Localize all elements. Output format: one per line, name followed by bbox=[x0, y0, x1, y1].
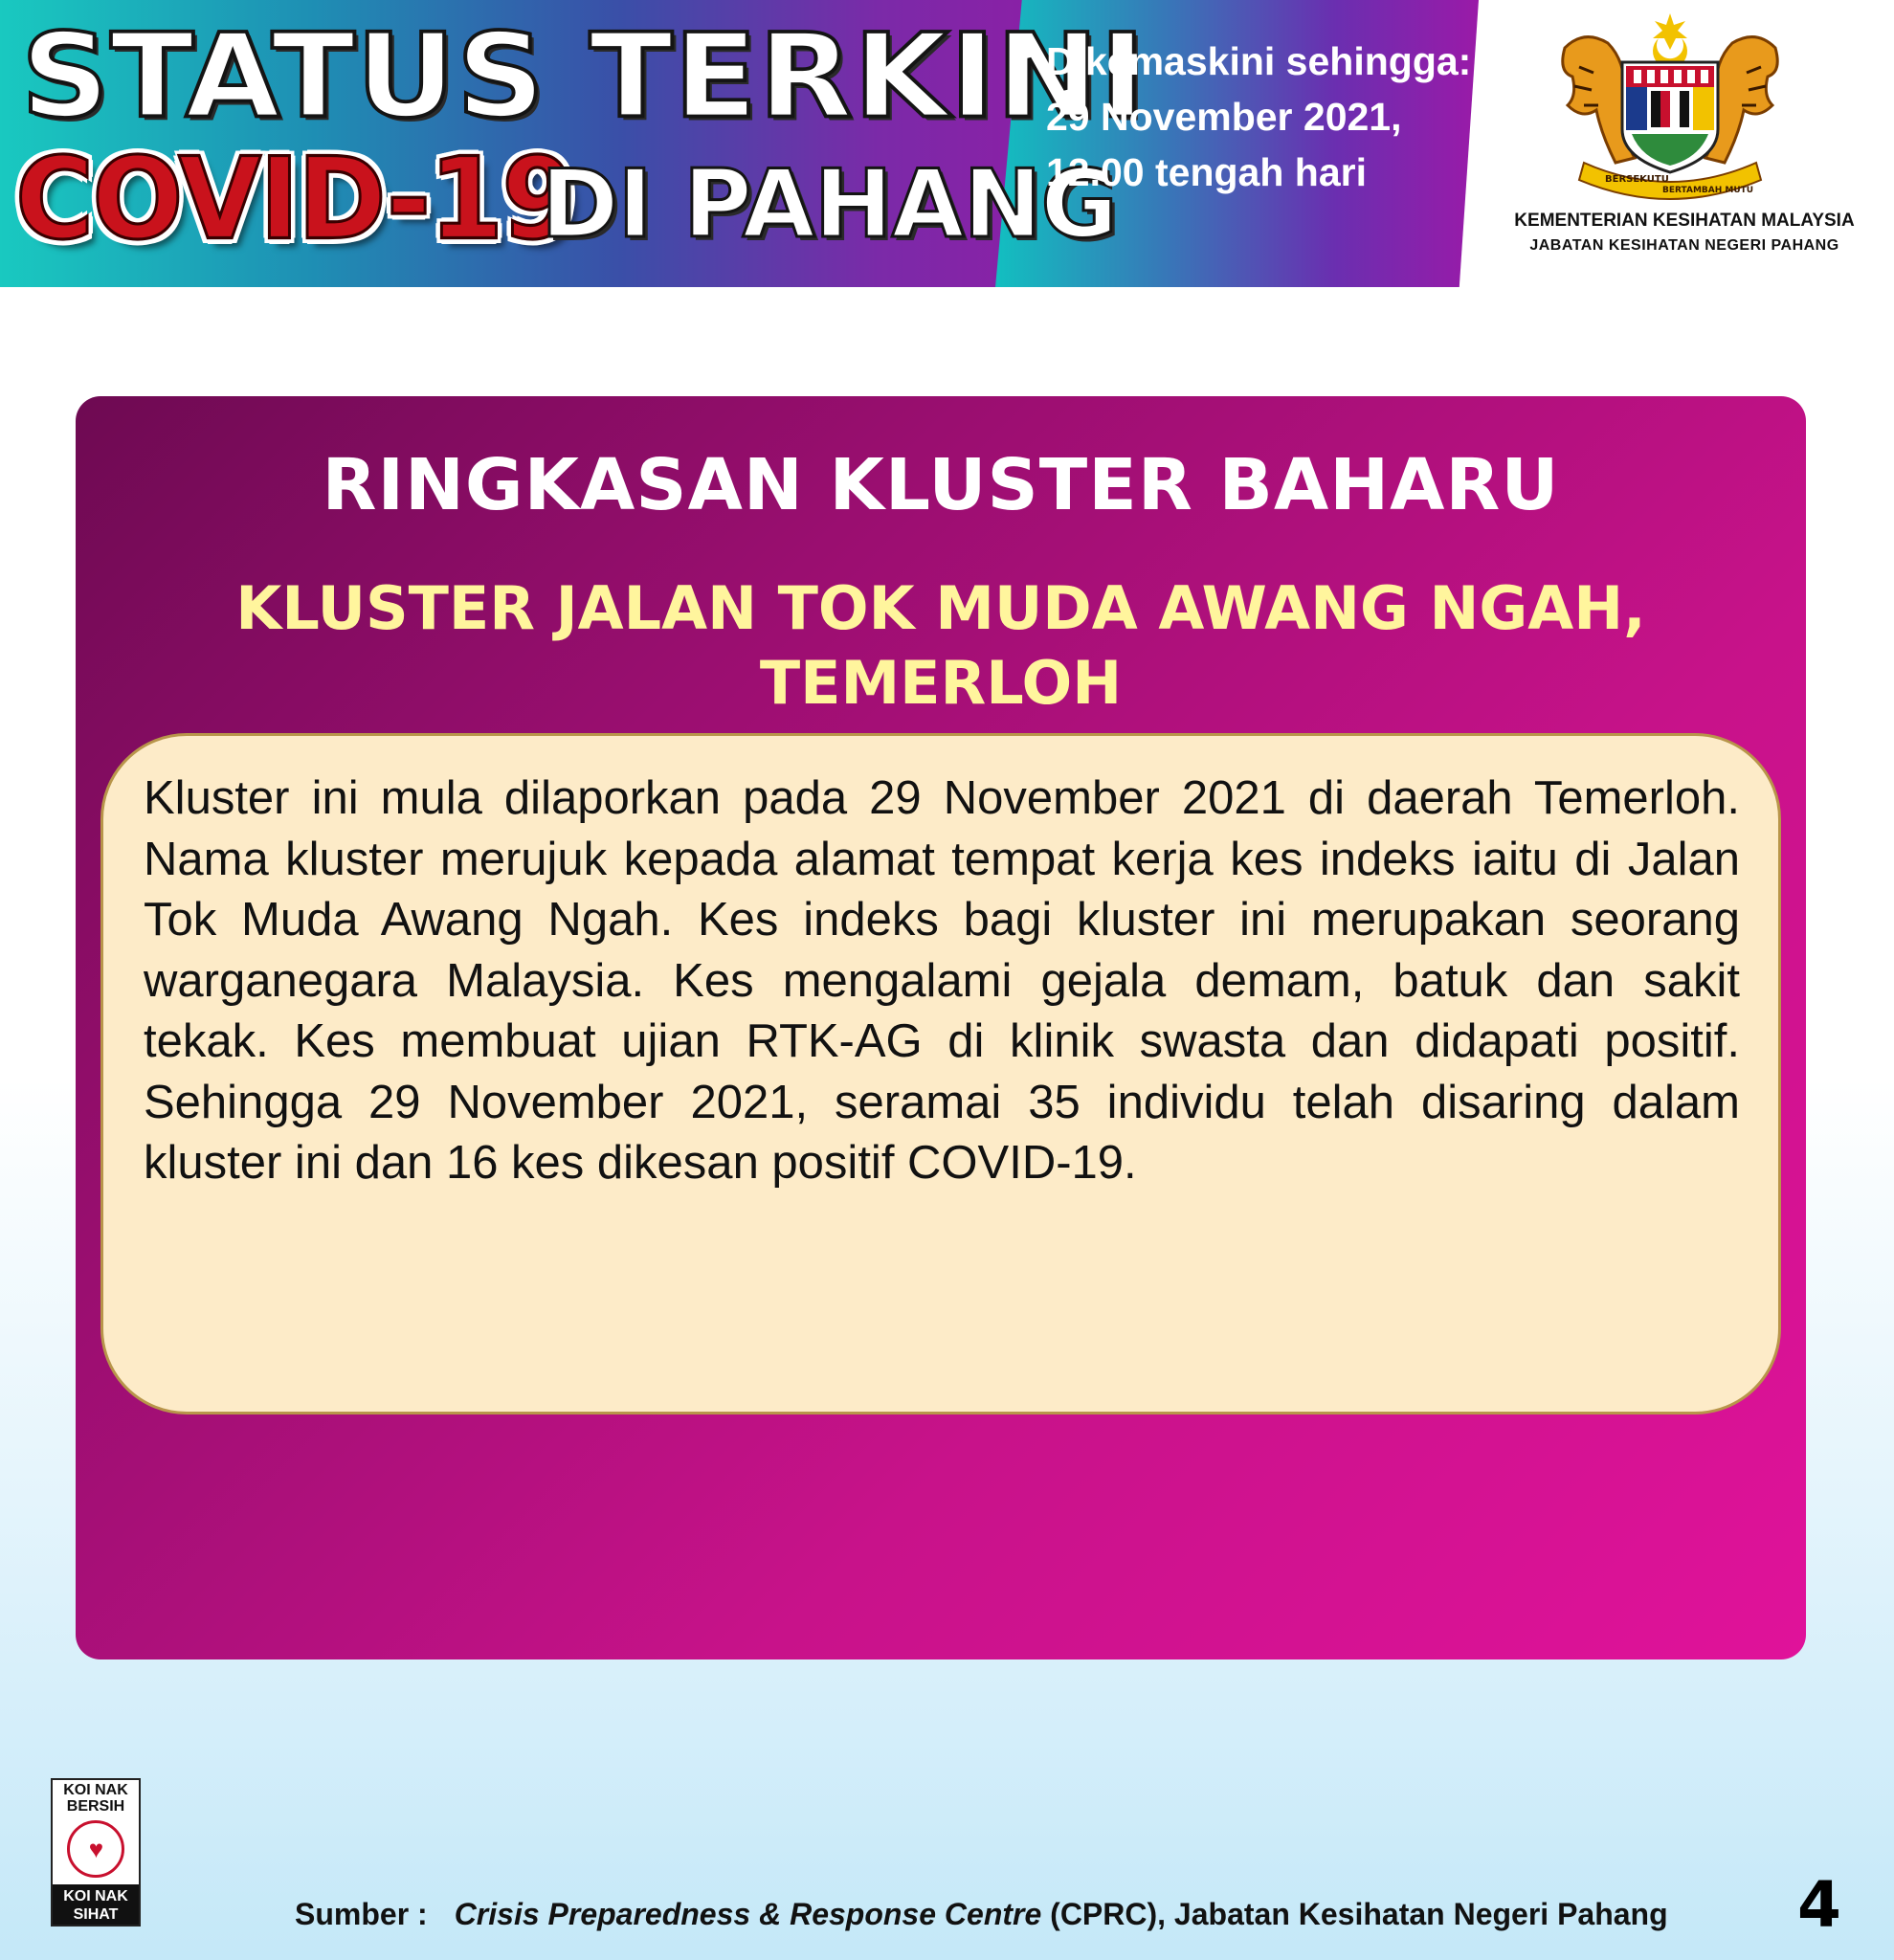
cluster-summary-card bbox=[76, 396, 1806, 1659]
page-number: 4 bbox=[1797, 1868, 1841, 1942]
logo-bottom-line2: SIHAT bbox=[73, 1906, 119, 1923]
logo-emblem bbox=[67, 1820, 124, 1878]
logo-top-line2: BERSIH bbox=[66, 1798, 125, 1815]
cluster-description: Kluster ini mula dilaporkan pada 29 November 2021 di daerah Temerloh. Nama kluster merujuk kepada alamat tempat kerja kes indeks iaitu di Jalan Tok Muda Awang Ngah. Kes indeks bagi kluster ini merupakan seorang warganegara Malaysia. Kes mengalami gejala demam, batuk dan sakit tekak. Kes membuat ujian RTK-AG di klinik swasta dan didapati positif. Sehingga 29 November 2021, seramai 35 individu telah disaring dalam kluster ini dan 16 kes dikesan positif COVID-19. bbox=[144, 772, 1740, 1189]
logo-top-text bbox=[53, 1782, 139, 1815]
source-credit bbox=[295, 1897, 1668, 1932]
ministry-name bbox=[1479, 209, 1890, 258]
updated-time: 12.00 tengah hari bbox=[1046, 150, 1367, 194]
header-banner bbox=[0, 0, 1894, 287]
updated-timestamp bbox=[1046, 33, 1471, 200]
logo-top-line1: KOI NAK bbox=[63, 1782, 128, 1798]
cluster-name bbox=[76, 571, 1806, 721]
ministry-line2: JABATAN KESIHATAN NEGERI PAHANG bbox=[1529, 237, 1839, 254]
crest-motto-left: BERSEKUTU bbox=[1605, 174, 1669, 185]
crest-motto-right: BERTAMBAH MUTU bbox=[1662, 186, 1754, 195]
cluster-description-box bbox=[100, 733, 1781, 1414]
ministry-line1: KEMENTERIAN KESIHATAN MALAYSIA bbox=[1514, 211, 1855, 231]
cluster-name-line2: TEMERLOH bbox=[759, 648, 1123, 718]
updated-label: Dikemaskini sehingga: bbox=[1046, 39, 1472, 83]
coat-of-arms-icon bbox=[1546, 10, 1794, 201]
updated-date: 29 November 2021, bbox=[1046, 95, 1402, 139]
heart-icon: ♥ bbox=[88, 1835, 104, 1863]
koi-nak-bersih-logo bbox=[51, 1778, 141, 1927]
headline-covid-19: COVID-19 bbox=[15, 134, 575, 266]
source-organisation: Crisis Preparedness & Response Centre bbox=[454, 1897, 1042, 1931]
logo-bottom-line1: KOI NAK bbox=[63, 1888, 128, 1904]
headline-status-terkini: STATUS TERKINI bbox=[21, 9, 1147, 145]
card-title: RINGKASAN KLUSTER BAHARU bbox=[322, 444, 1560, 526]
logo-bottom-text bbox=[53, 1884, 139, 1925]
source-label: Sumber : bbox=[295, 1897, 428, 1931]
source-department: (CPRC), Jabatan Kesihatan Negeri Pahang bbox=[1041, 1897, 1668, 1931]
headline-di-pahang: DI PAHANG bbox=[541, 150, 1117, 259]
cluster-name-line1: KLUSTER JALAN TOK MUDA AWANG NGAH, bbox=[235, 573, 1646, 643]
